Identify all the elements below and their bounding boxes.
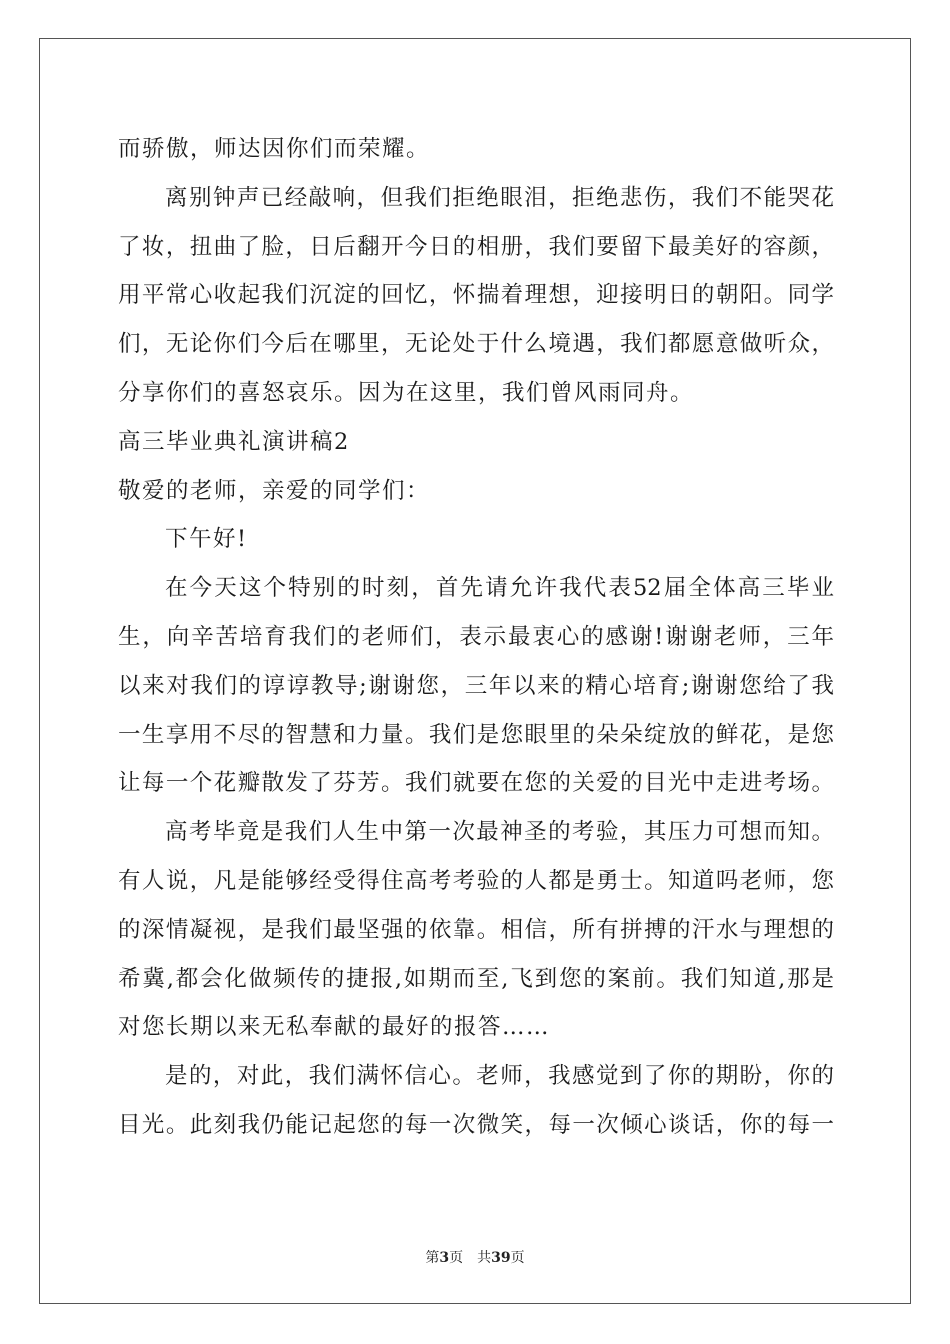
greeting: 下午好! [165, 526, 248, 553]
text-line: 一生享用不尽的智慧和力量。我们是您眼里的朵朵绽放的鲜花，是您 [118, 721, 834, 748]
text-line: 是的，对此，我们满怀信心。老师，我感觉到了你的期盼，你的 [165, 1063, 834, 1090]
text-line: 对您长期以来无私奉献的最好的报答…… [118, 1014, 551, 1041]
page-suffix: 页 [449, 1250, 464, 1266]
text-line: 在今天这个特别的时刻，首先请允许我代表52届全体高三毕业 [165, 575, 834, 602]
text-line: 高考毕竟是我们人生中第一次最神圣的考验，其压力可想而知。 [165, 819, 834, 846]
text-line: 以来对我们的谆谆教导;谢谢您，三年以来的精心培育;谢谢您给了我 [118, 672, 834, 699]
document-body [118, 125, 834, 1150]
text-line: 们，无论你们今后在哪里，无论处于什么境遇，我们都愿意做听众， [118, 331, 834, 358]
text-line: 的深情凝视，是我们最坚强的依靠。相信，所有拼搏的汗水与理想的 [118, 916, 834, 943]
salutation: 敬爱的老师，亲爱的同学们： [118, 477, 431, 504]
text-line: 希冀,都会化做频传的捷报,如期而至,飞到您的案前。我们知道,那是 [118, 965, 834, 992]
text-line: 分享你们的喜怒哀乐。因为在这里，我们曾风雨同舟。 [118, 379, 695, 406]
text-line: 离别钟声已经敲响，但我们拒绝眼泪，拒绝悲伤，我们不能哭花 [165, 184, 834, 211]
total-pages: 39 [491, 1250, 511, 1266]
text-line: 有人说，凡是能够经受得住高考考验的人都是勇士。知道吗老师，您 [118, 867, 834, 894]
total-suffix: 页 [510, 1250, 525, 1266]
text-line: 目光。此刻我仍能记起您的每一次微笑，每一次倾心谈话，你的每一 [118, 1111, 834, 1138]
text-line: 让每一个花瓣散发了芬芳。我们就要在您的关爱的目光中走进考场。 [118, 770, 834, 797]
total-prefix: 共 [477, 1250, 492, 1266]
page-footer [0, 1250, 950, 1266]
page-number: 3 [439, 1250, 450, 1266]
text-line: 生，向辛苦培育我们的老师们，表示最衷心的感谢!谢谢老师，三年 [118, 623, 834, 650]
text-line: 而骄傲，师达因你们而荣耀。 [118, 136, 431, 162]
text-line: 用平常心收起我们沉淀的回忆，怀揣着理想，迎接明日的朝阳。同学 [118, 282, 834, 309]
text-line: 了妆，扭曲了脸，日后翻开今日的相册，我们要留下最美好的容颜， [118, 233, 834, 260]
page-prefix: 第 [425, 1250, 440, 1266]
section-heading: 高三毕业典礼演讲稿2 [118, 428, 350, 455]
